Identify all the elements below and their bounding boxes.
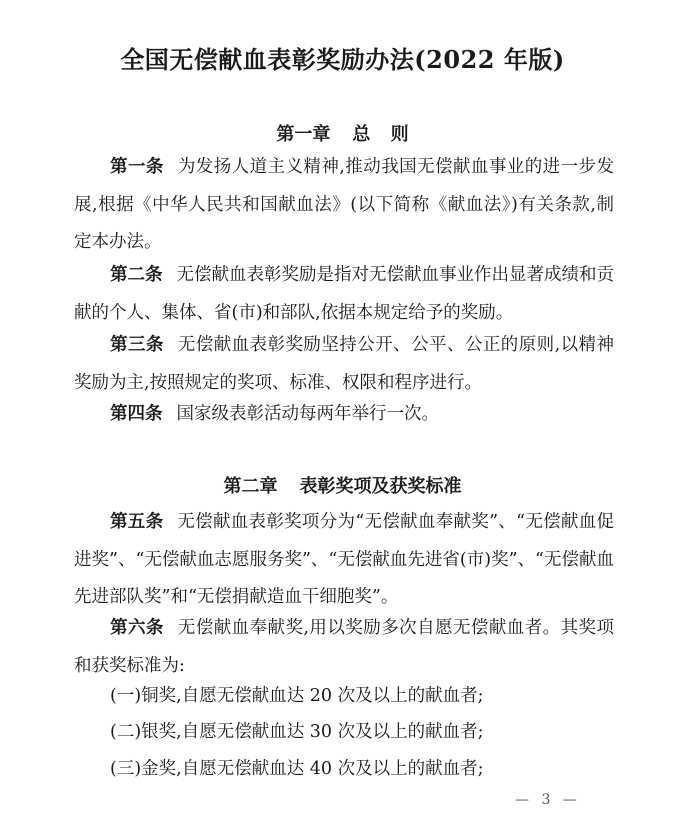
article-2-text: 无偿献血表彰奖励是指对无偿献血事业作出显著成绩和贡献的个人、集体、省(市)和部队,依据本规定给予的奖励。 — [74, 265, 614, 323]
chapter-2-name: 表彰奖项及获奖标准 — [299, 476, 462, 497]
article-3-label: 第三条 — [110, 335, 164, 355]
article-1-text: 为发扬人道主义精神,推动我国无偿献血事业的进一步发展,根据《中华人民共和国献血法》(以下简称《献血法》)有关条款,制定本办法。 — [74, 157, 615, 252]
article-1 — [74, 149, 614, 262]
article-6-text: 无偿献血奉献奖,用以奖励多次自愿无偿献血者。其奖项和获奖标准为: — [74, 618, 615, 676]
chapter-2-heading — [0, 472, 685, 498]
award-item-gold: (三)金奖,自愿无偿献血达 40 次及以上的献血者; — [110, 759, 484, 779]
chapter-1-number: 第一章 — [276, 124, 331, 145]
award-item-silver: (二)银奖,自愿无偿献血达 30 次及以上的献血者; — [110, 722, 484, 742]
chapter-2-number: 第二章 — [223, 476, 278, 497]
page-number: — 3 — — [515, 792, 581, 808]
article-1-label: 第一条 — [110, 157, 164, 177]
article-3 — [74, 327, 614, 402]
article-2 — [74, 257, 614, 332]
article-5 — [74, 504, 614, 617]
article-3-text: 无偿献血表彰奖励坚持公开、公平、公正的原则,以精神奖励为主,按照规定的奖项、标准、权限和程序进行。 — [74, 335, 615, 393]
document-title: 全国无偿献血表彰奖励办法(2022 年版) — [120, 45, 565, 74]
award-item-bronze: (一)铜奖,自愿无偿献血达 20 次及以上的献血者; — [110, 686, 484, 706]
article-4 — [74, 396, 614, 434]
article-2-label: 第二条 — [110, 265, 163, 285]
chapter-1-name: 总 则 — [352, 124, 409, 145]
article-4-text: 国家级表彰活动每两年举行一次。 — [176, 404, 439, 424]
article-5-label: 第五条 — [110, 512, 164, 532]
chapter-1-heading — [0, 120, 685, 146]
article-5-text: 无偿献血表彰奖项分为“无偿献血奉献奖”、“无偿献血促进奖”、“无偿献血志愿服务奖”、“无偿献血先进省(市)奖”、“无偿献血先进部队奖”和“无偿捐献造血干细胞奖”。 — [74, 512, 614, 607]
article-4-label: 第四条 — [110, 404, 163, 424]
article-6 — [74, 610, 614, 685]
article-6-label: 第六条 — [110, 618, 164, 638]
